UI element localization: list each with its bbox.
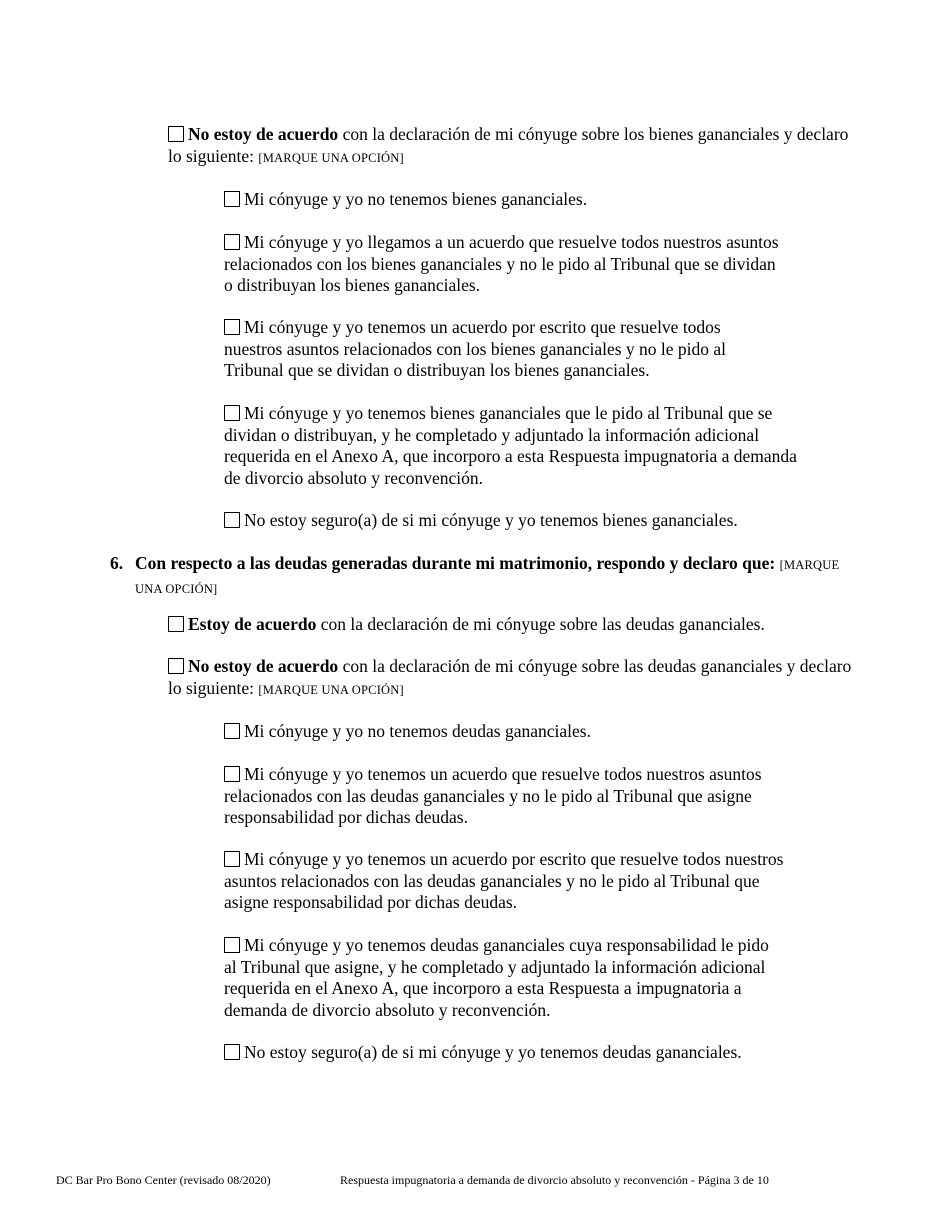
debts-option-none-checkbox[interactable] — [224, 723, 240, 739]
section-6-number: 6. — [110, 553, 124, 573]
debts-agree-option: Estoy de acuerdo con la declaración de mi cónyuge sobre las deudas gananciales. — [168, 614, 928, 636]
debts-disagree-checkbox[interactable] — [168, 658, 184, 674]
property-option-divide: Mi cónyuge y yo tenemos bienes gananciales que le pido al Tribunal que se dividan o distribuyan, y he completado y adjuntado la información adicional requerida en el Anexo A, que incorporo a esta Respuesta impugnatoria a demanda de divorcio absoluto y reconvención. — [224, 403, 797, 488]
property-option-unsure-checkbox[interactable] — [224, 512, 240, 528]
debts-option-written-agreement: Mi cónyuge y yo tenemos un acuerdo por escrito que resuelve todos nuestros asuntos relacionados con las deudas gananciales y no le pido al Tribunal que asigne responsabilidad por dichas deudas. — [224, 849, 784, 912]
property-option-written-agreement: Mi cónyuge y yo tenemos un acuerdo por escrito que resuelve todos nuestros asuntos relacionados con los bienes gananciales y no le pido al Tribunal que se dividan o distribuyan los bienes gananciales. — [224, 317, 727, 380]
property-option-none: Mi cónyuge y yo no tenemos bienes gananciales. — [224, 189, 924, 211]
property-disagree-checkbox[interactable] — [168, 126, 184, 142]
property-option-unsure: No estoy seguro(a) de si mi cónyuge y yo tenemos bienes gananciales. — [224, 510, 924, 532]
debts-option-assign-checkbox[interactable] — [224, 937, 240, 953]
property-option-written-agreement-checkbox[interactable] — [224, 319, 240, 335]
debts-option-unsure: No estoy seguro(a) de si mi cónyuge y yo tenemos deudas gananciales. — [224, 1042, 924, 1064]
property-option-agreement-checkbox[interactable] — [224, 234, 240, 250]
property-disagree-option: No estoy de acuerdo con la declaración de mi cónyuge sobre los bienes gananciales y declaro lo siguiente: [MARQUE UNA OPCIÓN] — [168, 124, 849, 166]
debts-option-agreement-checkbox[interactable] — [224, 766, 240, 782]
property-option-divide-checkbox[interactable] — [224, 405, 240, 421]
debts-option-none: Mi cónyuge y yo no tenemos deudas gananciales. — [224, 721, 924, 743]
debts-option-written-agreement-checkbox[interactable] — [224, 851, 240, 867]
property-option-none-checkbox[interactable] — [224, 191, 240, 207]
footer-right: Respuesta impugnatoria a demanda de divorcio absoluto y reconvención - Página 3 de 10 — [340, 1173, 769, 1187]
debts-option-assign: Mi cónyuge y yo tenemos deudas gananciales cuya responsabilidad le pido al Tribunal que asigne, y he completado y adjuntado la información adicional requerida en el Anexo A, que incorporo a esta Respuesta a impugnatoria a demanda de divorcio absoluto y reconvención. — [224, 935, 769, 1020]
footer-left: DC Bar Pro Bono Center (revisado 08/2020) — [56, 1173, 271, 1187]
property-option-agreement: Mi cónyuge y yo llegamos a un acuerdo que resuelve todos nuestros asuntos relacionados con los bienes gananciales y no le pido al Tribunal que se dividan o distribuyan los bienes gananciales. — [224, 232, 779, 295]
debts-option-agreement: Mi cónyuge y yo tenemos un acuerdo que resuelve todos nuestros asuntos relacionados con las deudas gananciales y no le pido al Tribunal que asigne responsabilidad por dichas deudas. — [224, 764, 762, 827]
section-6-heading: Con respecto a las deudas generadas durante mi matrimonio, respondo y declaro que: [MARQUE UNA OPCIÓN] — [135, 553, 840, 596]
debts-agree-checkbox[interactable] — [168, 616, 184, 632]
debts-option-unsure-checkbox[interactable] — [224, 1044, 240, 1060]
debts-disagree-option: No estoy de acuerdo con la declaración de mi cónyuge sobre las deudas gananciales y declaro lo siguiente: [MARQUE UNA OPCIÓN] — [168, 656, 852, 698]
